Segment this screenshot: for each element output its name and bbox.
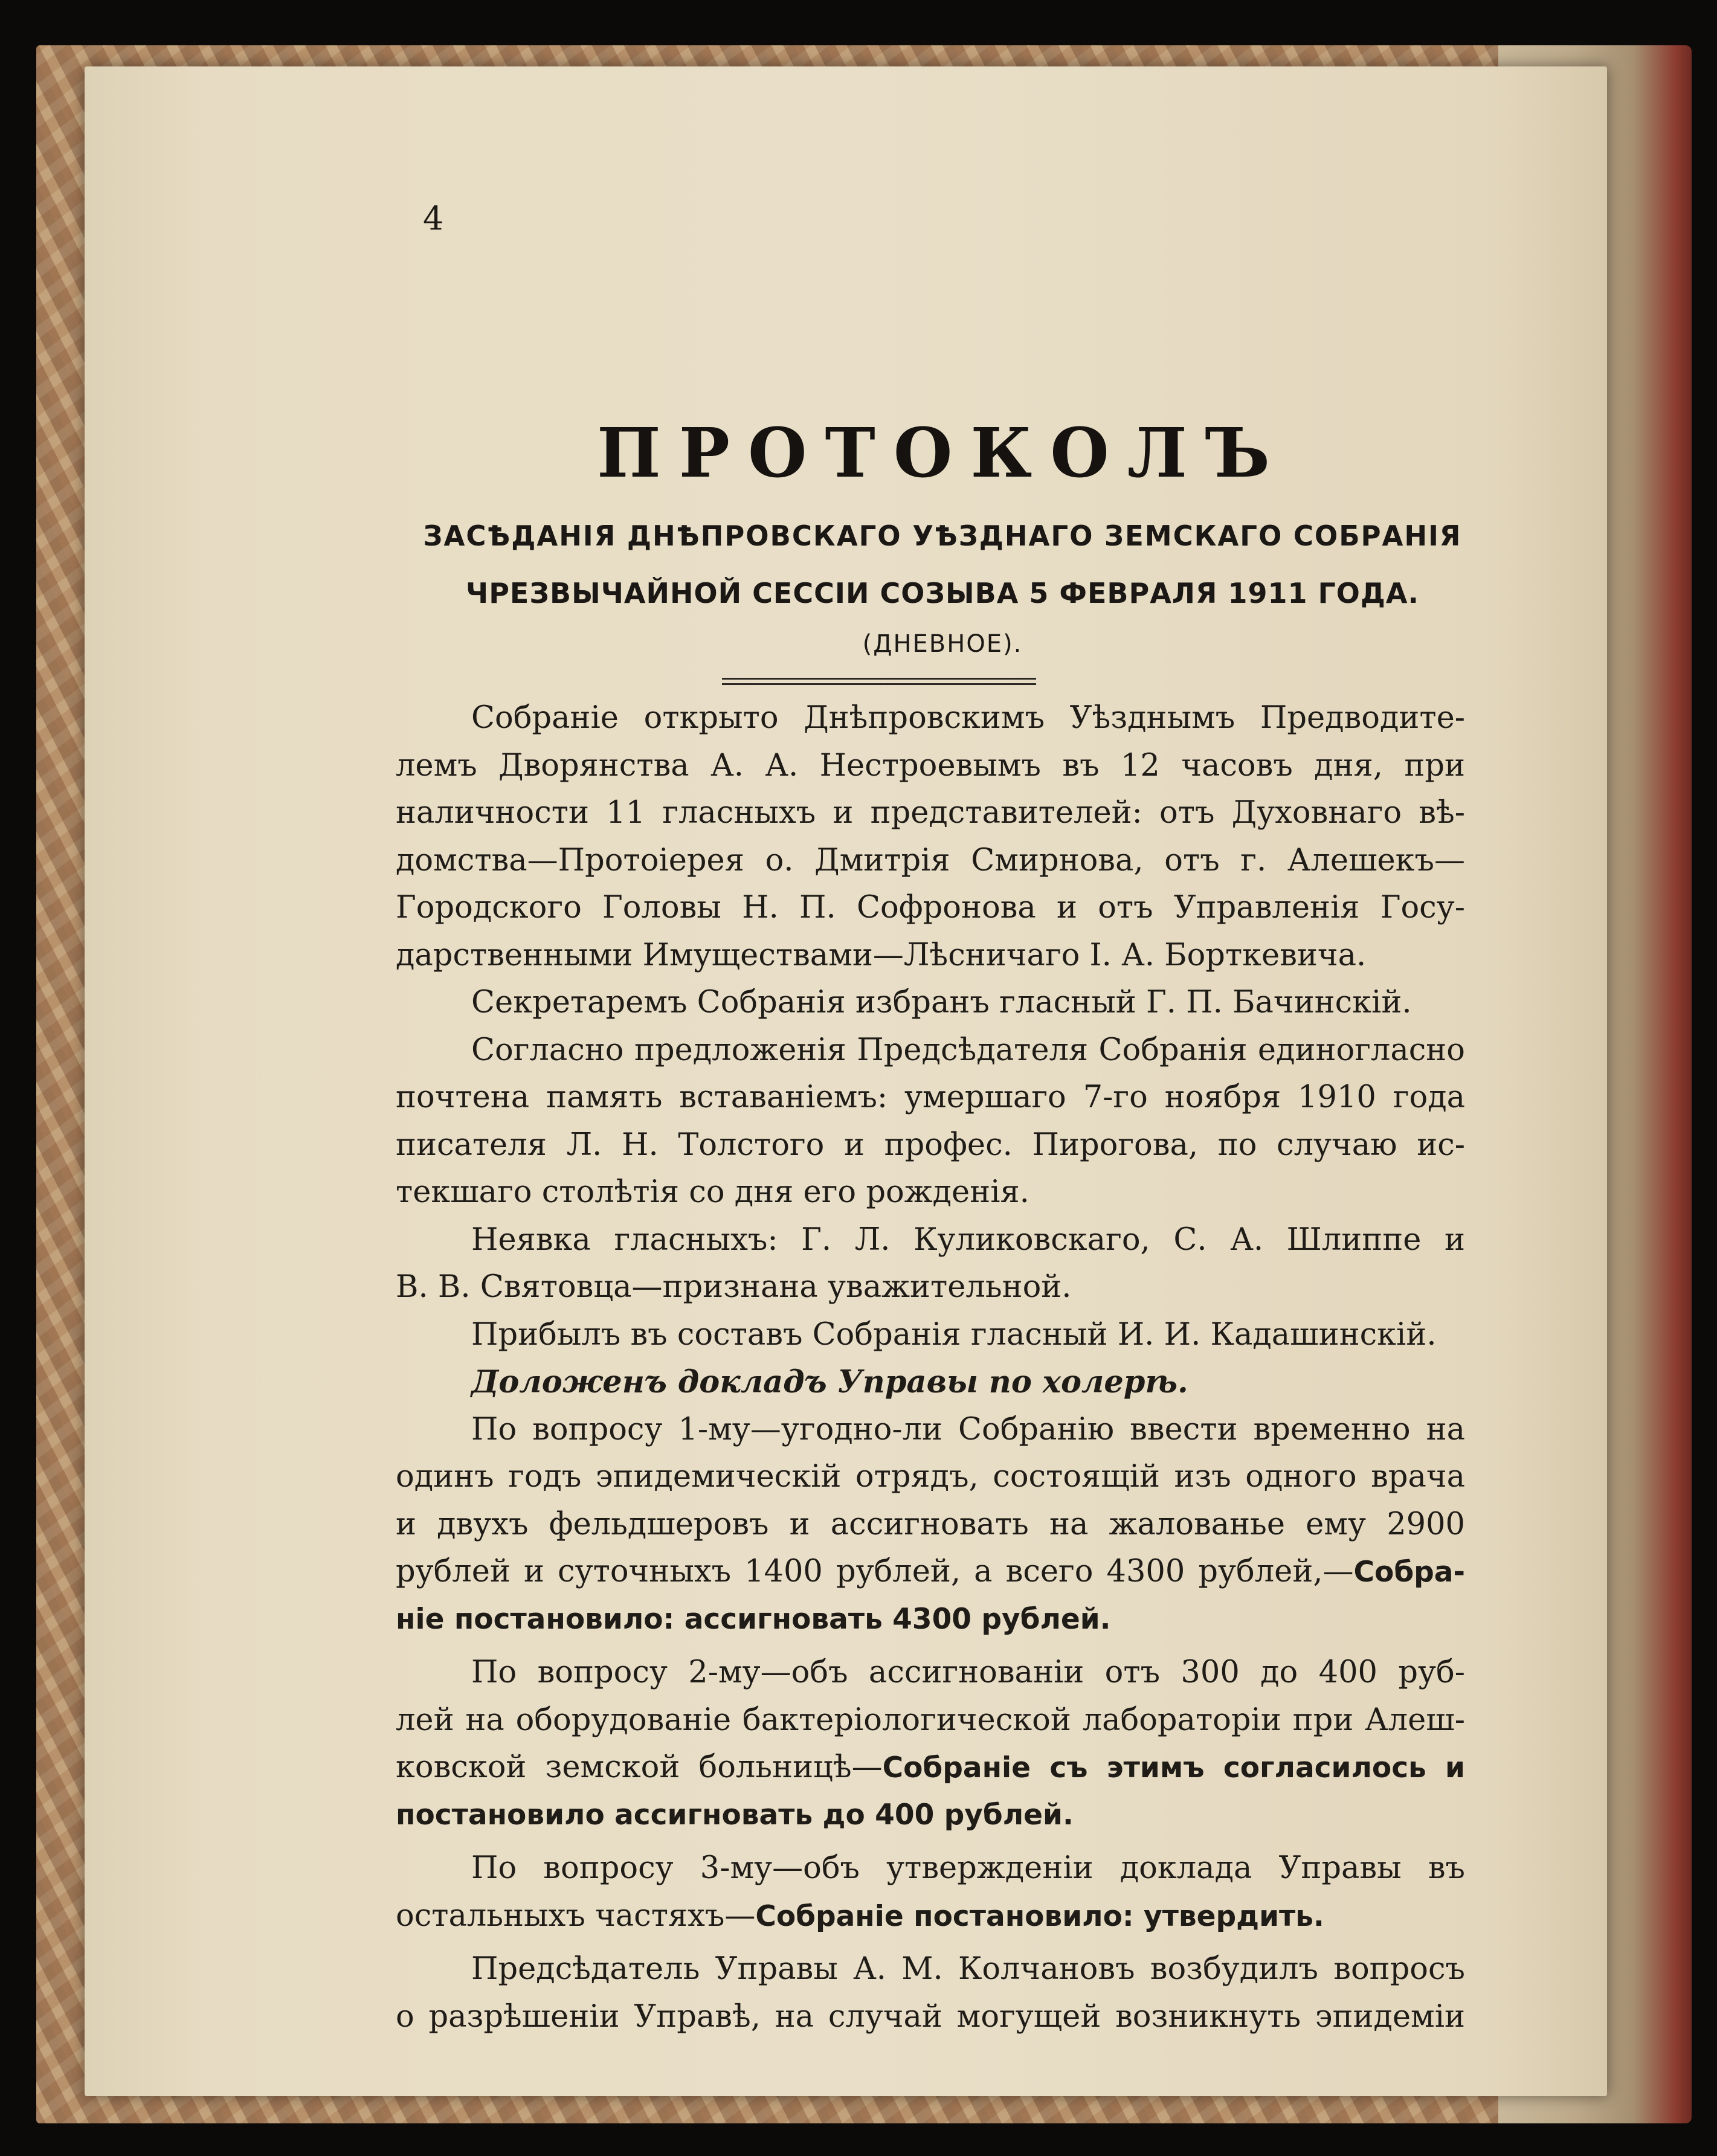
resolution-text: постановило ассигновать до 400 рублей.	[396, 1798, 1074, 1832]
text-span: остальныхъ частяхъ—	[396, 1897, 756, 1934]
paragraph-secretary: Секретаремъ Собранія избранъ гласный Г. П. Бачинскій.	[471, 985, 1412, 1020]
paragraph-question-2	[396, 1649, 1465, 1839]
text-line: дарственными Имуществами—Лѣсничаго І. А. Борткевича.	[396, 937, 1367, 973]
heading-line-1: ЗАСѢДАНІЯ ДНѢПРОВСКАГО УѢЗДНАГО ЗЕМСКАГО СОБРАНІЯ	[423, 520, 1462, 552]
resolution-text: Собраніе съ этимъ согласилось и	[882, 1751, 1465, 1784]
text-line: почтена память вставаніемъ: умершаго 7-го ноября 1910 года	[396, 1080, 1465, 1115]
divider-rule-bottom	[722, 683, 1036, 685]
text-line: В. В. Святовца—признана уважительной.	[396, 1269, 1072, 1305]
header-block	[375, 199, 1510, 683]
text-line: лемъ Дворянства А. А. Нестроевымъ въ 12 часовъ дня, при	[396, 747, 1465, 784]
text-line: одинъ годъ эпидемическій отрядъ, состоящій изъ одного врача	[396, 1459, 1465, 1495]
text-line: наличности 11 гласныхъ и представителей: отъ Духовнаго вѣ-	[396, 795, 1465, 831]
text-line	[396, 1548, 1465, 1596]
text-line: Согласно предложенія Предсѣдателя Собранія единогласно	[471, 1032, 1465, 1068]
paragraph-epidemic	[396, 1946, 1465, 2041]
heading-line-2: ЧРЕЗВЫЧАЙНОЙ СЕССІИ СОЗЫВА 5 ФЕВРАЛЯ 1911 ГОДА.	[466, 577, 1419, 610]
text-line: Собраніе открыто Днѣпровскимъ Уѣзднымъ Предводите-	[471, 700, 1465, 736]
text-line: По вопросу 2-му—объ ассигнованіи отъ 300 до 400 руб-	[471, 1655, 1465, 1690]
paragraph-memory	[396, 1027, 1465, 1217]
text-line	[396, 1744, 1465, 1792]
text-line: По вопросу 3-му—объ утвержденіи доклада Управы въ	[471, 1850, 1465, 1886]
paragraph-opening	[396, 695, 1465, 979]
text-line: писателя Л. Н. Толстого и профес. Пирогова, по случаю ис-	[396, 1127, 1465, 1163]
text-line: домства—Протоіерея о. Дмитрія Смирнова, отъ г. Алешекъ—	[396, 842, 1465, 878]
paragraph-arrival: Прибылъ въ составъ Собранія гласный И. И. Кадашинскій.	[471, 1316, 1437, 1353]
paragraph-report-heading: Доложенъ докладъ Управы по холерѣ.	[471, 1364, 1188, 1400]
text-line: лей на оборудованіе бактеріологической лабораторіи при Алеш-	[396, 1702, 1465, 1738]
text-line: текшаго столѣтія со дня его рожденія.	[396, 1174, 1029, 1210]
text-line: о разрѣшеніи Управѣ, на случай могущей возникнуть эпидеміи	[396, 1998, 1465, 2035]
paragraph-question-3	[396, 1845, 1465, 1940]
resolution-text: Собра-	[1353, 1556, 1465, 1589]
text-line: и двухъ фельдшеровъ и ассигновать на жалованье ему 2900	[396, 1506, 1465, 1542]
paragraph-question-1	[396, 1406, 1465, 1644]
resolution-text: Собраніе постановило: утвердить.	[755, 1899, 1324, 1933]
divider-rule-top	[722, 678, 1036, 680]
document-body	[396, 695, 1465, 2041]
text-line: По вопросу 1-му—угодно-ли Собранію ввести временно на	[471, 1411, 1465, 1447]
text-line: Предсѣдатель Управы А. М. Колчановъ возбудилъ вопросъ	[471, 1951, 1465, 1987]
page-number: 4	[423, 199, 444, 237]
text-line	[396, 1893, 1465, 1940]
text-span: ковской земской больницѣ—	[396, 1749, 883, 1785]
text-span: рублей и суточныхъ 1400 рублей, а всего 4300 рублей,—	[396, 1554, 1354, 1589]
document-title: ПРОТОКОЛЪ	[596, 414, 1289, 493]
text-line: Неявка гласныхъ: Г. Л. Куликовскаго, С. А. Шлиппе и	[471, 1221, 1465, 1258]
text-line: Городского Головы Н. П. Софронова и отъ Управленія Госу-	[396, 890, 1465, 925]
heading-line-3: (ДНЕВНОЕ).	[862, 630, 1023, 658]
paragraph-absence	[396, 1217, 1465, 1311]
resolution-text: ніе постановило: ассигновать 4300 рублей.	[396, 1602, 1111, 1636]
